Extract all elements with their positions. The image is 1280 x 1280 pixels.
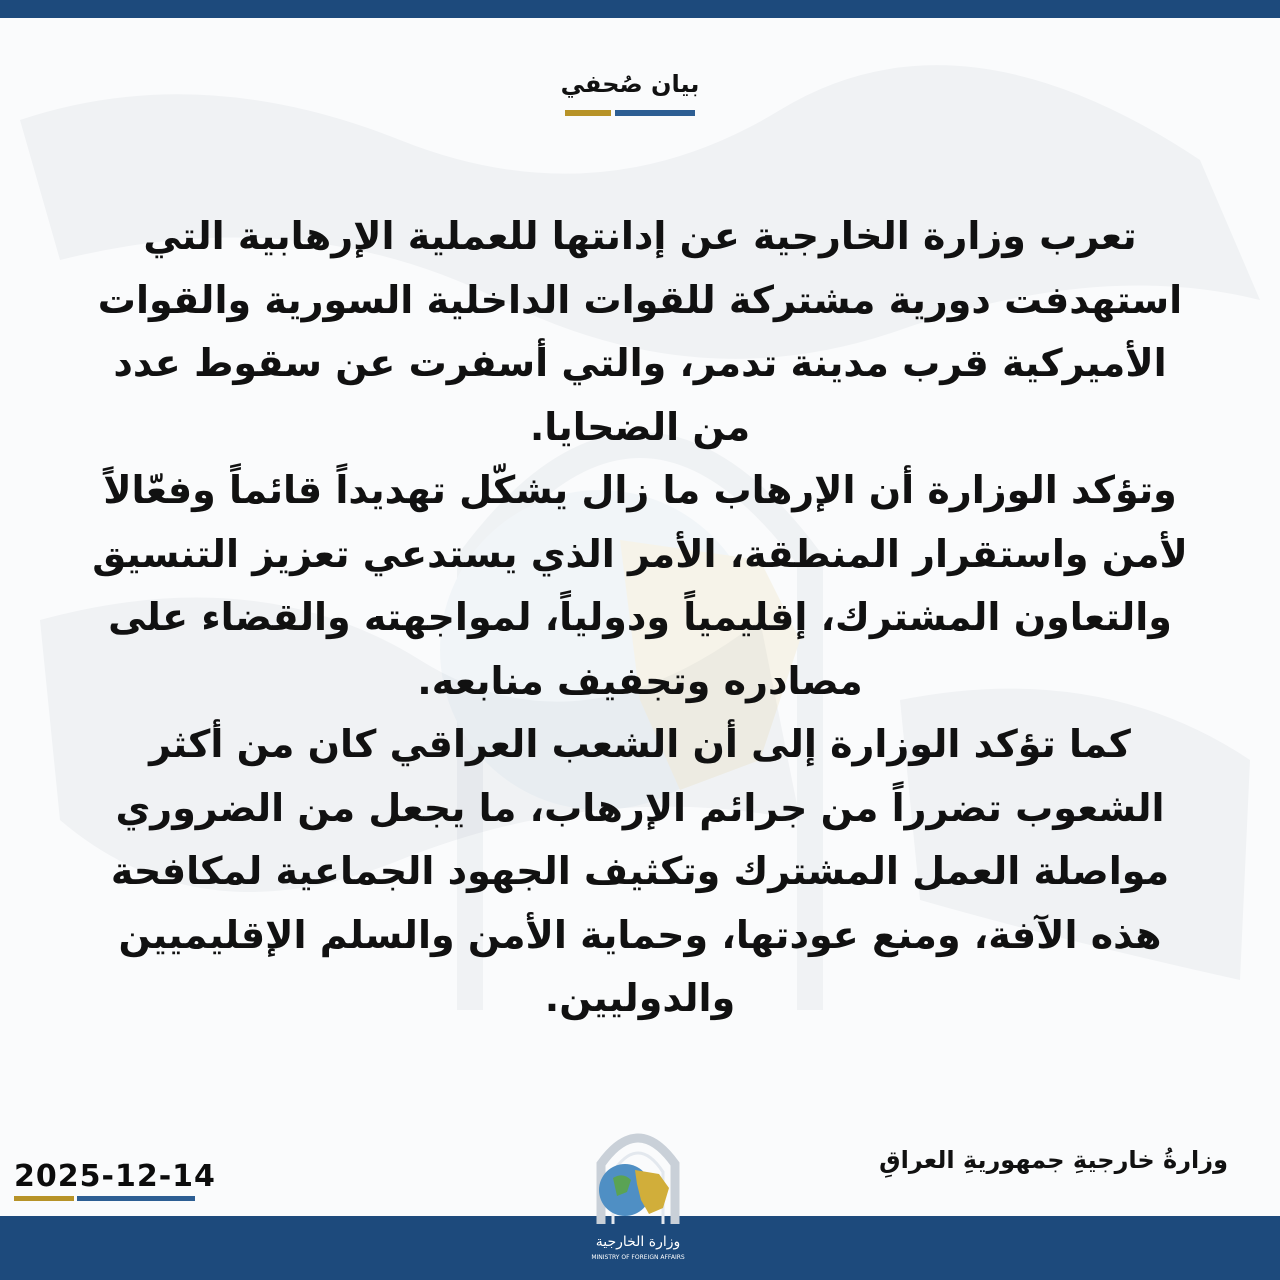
ministry-emblem-icon [583, 1118, 693, 1268]
statement-paragraph-1: تعرب وزارة الخارجية عن إدانتها للعملية الإرهابية التي استهدفت دورية مشتركة للقوات الداخلية السورية والقوات الأميركية قرب مدينة تدمر، والتي أسفرت عن سقوط عدد من الضحايا. [97, 214, 1183, 449]
emblem-graphic [583, 1118, 693, 1236]
statement-paragraph-2: وتؤكد الوزارة أن الإرهاب ما زال يشكّل تهديداً قائماً وفعّالاً لأمن واستقرار المنطقة، الأمر الذي يستدعي تعزيز التنسيق والتعاون المشترك، إقليمياً ودولياً، لمواجهته والقضاء على مصادره وتجفيف منابعه. [92, 468, 1188, 703]
statement-paragraph-3: كما تؤكد الوزارة إلى أن الشعب العراقي كان من أكثر الشعوب تضرراً من جرائم الإرهاب، ما يجعل من الضروري مواصلة العمل المشترك وتكثيف الجهود الجماعية لمكافحة هذه الآفة، ومنع عودتها، وحماية الأمن والسلم الإقليميين والدوليين. [110, 722, 1170, 1020]
title-underline [560, 110, 700, 116]
date-underline-blue [77, 1196, 195, 1201]
page-title: بيان صُحفي [560, 70, 700, 98]
underline-blue [615, 110, 695, 116]
top-bar [0, 0, 1280, 18]
ministry-name: وزارةُ خارجيةِ جمهوريةِ العراقِ [879, 1146, 1228, 1174]
statement-date: 2025-12-14 [14, 1159, 216, 1194]
date-underline [14, 1196, 216, 1201]
emblem-caption-en: MINISTRY OF FOREIGN AFFAIRS [591, 1254, 685, 1261]
press-release-header [560, 62, 700, 116]
statement-body [80, 205, 1200, 1031]
emblem-caption-ar: وزارة الخارجية [595, 1234, 681, 1250]
date-underline-gold [14, 1196, 74, 1201]
underline-gold [565, 110, 611, 116]
date-block [14, 1160, 216, 1201]
